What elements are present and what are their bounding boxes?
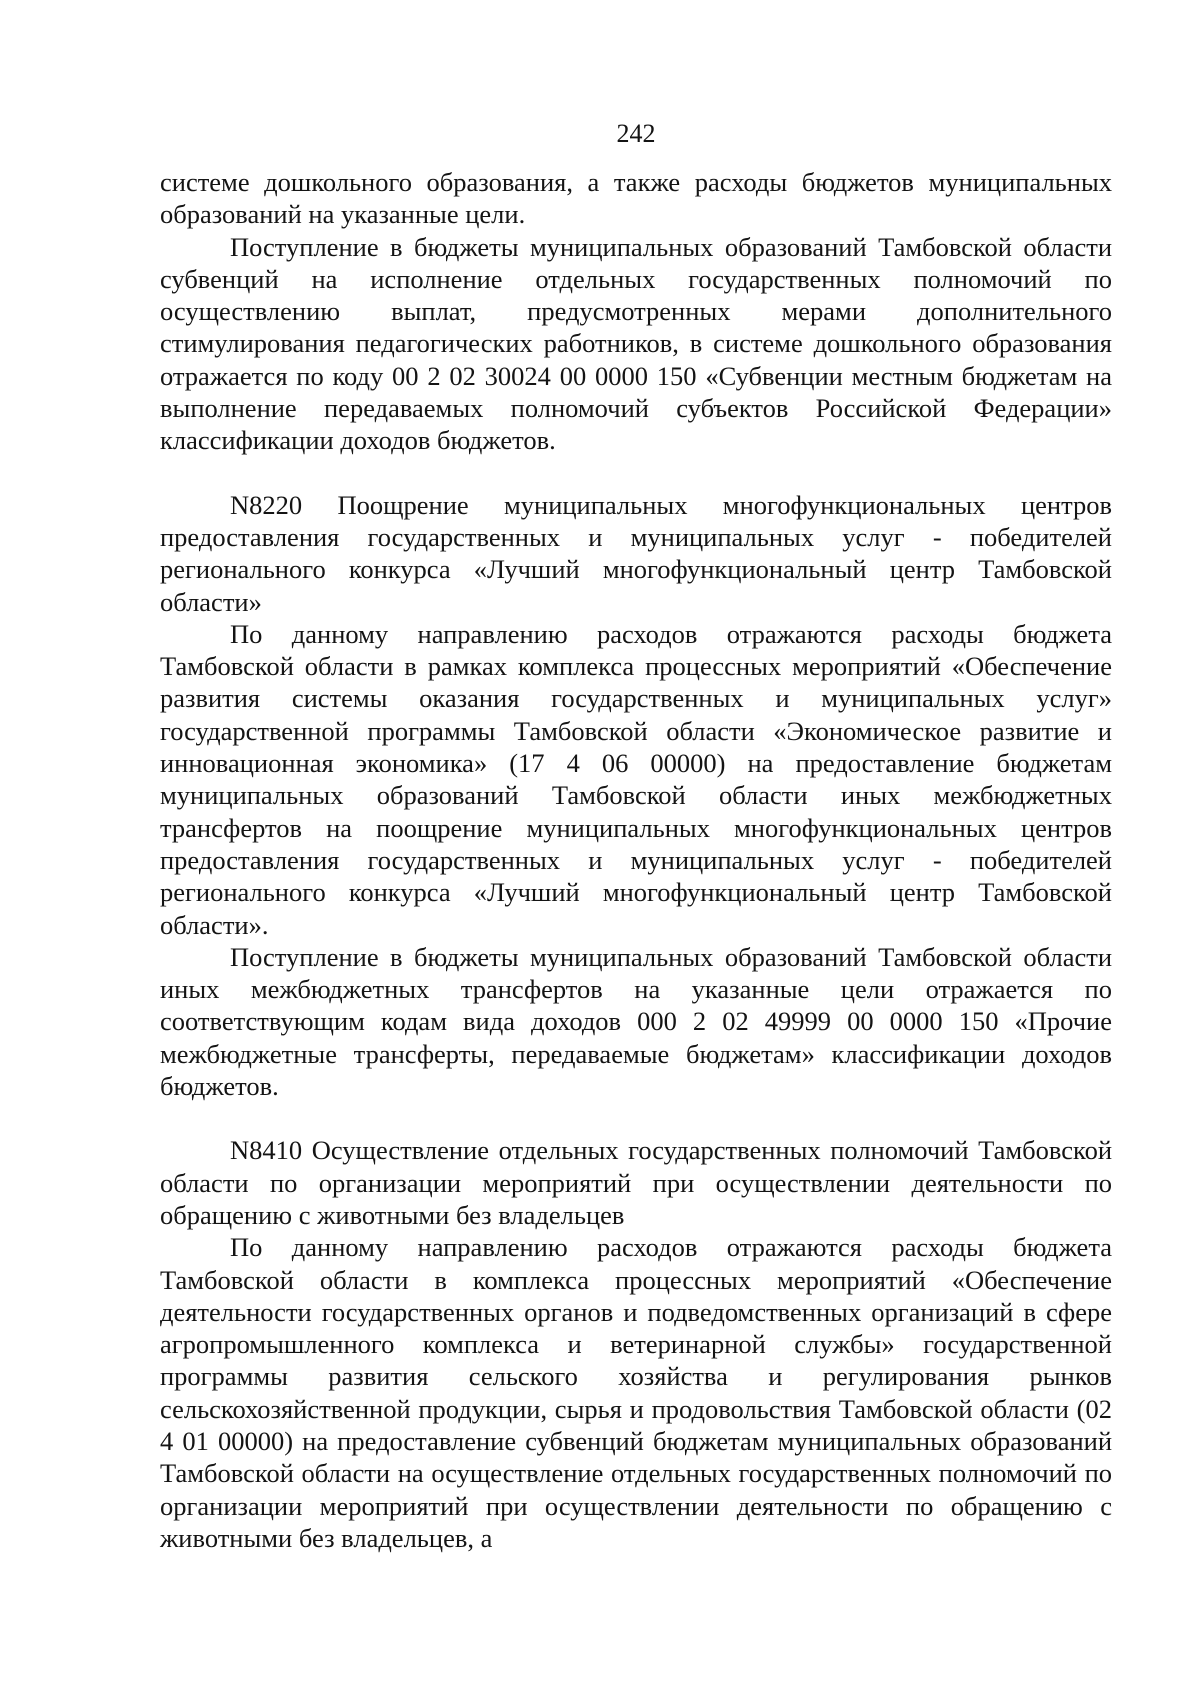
page-number: 242 <box>616 119 656 148</box>
paragraph-continuation: системе дошкольного образования, а также расходы бюджетов муниципальных образований на указанные цели. <box>160 167 1112 230</box>
section-heading-n8410: N8410 Осуществление отдельных государственных полномочий Тамбовской области по организации мероприятий при осуществлении деятельности по обращению с животными без владельцев <box>160 1135 1112 1230</box>
section-heading-n8220: N8220 Поощрение муниципальных многофункциональных центров предоставления государственных и муниципальных услуг - победителей регионального конкурса «Лучший многофункциональный центр Тамбовской области» <box>160 489 1112 617</box>
paragraph-subvention-receipt: Поступление в бюджеты муниципальных образований Тамбовской области субвенций на исполнение отдельных государственных полномочий по осуществлению выплат, предусмотренных мерами дополнительного стимулирования педагогических работников, в системе дошкольного образования отражается по коду 00 2 02 30024 00 0000 150 «Субвенции местным бюджетам на выполнение передаваемых полномочий субъектов Российской Федерации» классификации доходов бюджетов. <box>160 231 1112 456</box>
document-body <box>160 166 1112 1554</box>
paragraph-n8410-expenses: По данному направлению расходов отражаются расходы бюджета Тамбовской области в комплекса процессных мероприятий «Обеспечение деятельности государственных органов и подведомственных организаций в сфере агропромышленного комплекса и ветеринарной службы» государственной программы развития сельского хозяйства и регулирования рынков сельскохозяйственной продукции, сырья и продовольствия Тамбовской области (02 4 01 00000) на предоставление субвенций бюджетам муниципальных образований Тамбовской области на осуществление отдельных государственных полномочий по организации мероприятий при осуществлении деятельности по обращению с животными без владельцев, а <box>160 1232 1112 1553</box>
paragraph-n8220-expenses: По данному направлению расходов отражаются расходы бюджета Тамбовской области в рамках комплекса процессных мероприятий «Обеспечение развития системы оказания государственных и муниципальных услуг» государственной программы Тамбовской области «Экономическое развитие и инновационная экономика» (17 4 06 00000) на предоставление бюджетам муниципальных образований Тамбовской области иных межбюджетных трансфертов на поощрение муниципальных многофункциональных центров предоставления государственных и муниципальных услуг - победителей регионального конкурса «Лучший многофункциональный центр Тамбовской области». <box>160 618 1112 940</box>
paragraph-n8220-receipt: Поступление в бюджеты муниципальных образований Тамбовской области иных межбюджетных трансфертов на указанные цели отражается по соответствующим кодам вида доходов 000 2 02 49999 00 0000 150 «Прочие межбюджетные трансферты, передаваемые бюджетам» классификации доходов бюджетов. <box>160 941 1112 1102</box>
